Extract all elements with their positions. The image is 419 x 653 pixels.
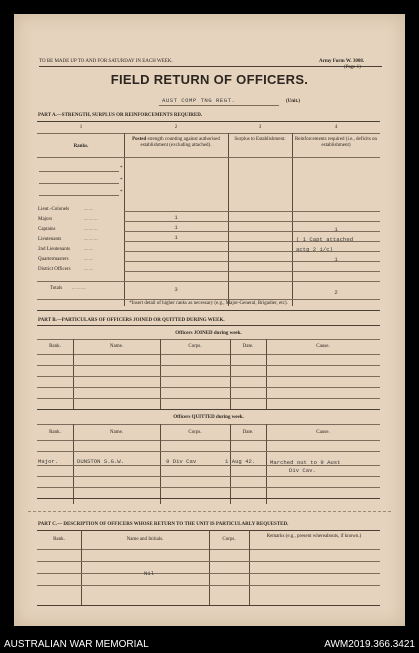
part-a-footnote: *Insert detail of higher ranks as necessary (e.g., Major-General, Brigadier, etc). (129, 301, 288, 306)
form-number: Army Form W. 3008. (319, 59, 365, 64)
posted-lieutenants: 1 (174, 234, 178, 241)
joined-col-name: Name. (109, 344, 124, 349)
quitted-col-rank: Rank. (49, 430, 61, 435)
leader-dots-2: ... ... ... (84, 217, 98, 222)
part-a-header-bottom-rule (37, 157, 380, 158)
quitted-header-rule (37, 440, 380, 441)
quitted-date: 1 Aug 42. (225, 458, 256, 465)
quitted-rank: Major. (38, 458, 59, 465)
part-a-heading: PART A.—STRENGTH, SURPLUS OR REINFORCEMENTS REQUIRED. (38, 113, 203, 118)
part-b-rule (37, 325, 380, 326)
unit-label: (Unit.) (286, 99, 301, 104)
quitted-corps: 9 Div Cav (166, 458, 197, 465)
quitted-cause-line2: Div Cav. (289, 467, 316, 474)
page-title: FIELD RETURN OF OFFICERS. (110, 72, 309, 87)
quitted-cause-line1: Marched out to 9 Aust (270, 459, 341, 466)
part-c-col-name: Name and Initials. (126, 537, 164, 542)
reinf-captains: 1 (334, 226, 338, 233)
section-separator (28, 511, 391, 512)
asterisk-2: * (120, 178, 123, 183)
page-number: (Page 1) (344, 65, 361, 70)
part-b-heading: PART B.—PARTICULARS OF OFFICERS JOINED OR QUITTED DURING WEEK. (38, 318, 225, 323)
part-c-col-remarks: Remarks (e.g., present whereabouts, if known.) (266, 534, 362, 539)
joined-col-cause: Cause. (316, 344, 330, 349)
rank-majors: Majors (38, 217, 53, 222)
grid-rule-7 (124, 271, 380, 272)
leader-dots-3: ... ... ... (84, 227, 98, 232)
joined-title: Officers JOINED during week. (175, 331, 242, 336)
part-c-row-rule-2 (37, 573, 380, 574)
rank-lieutenants: Lieutenants (38, 237, 62, 242)
quitted-col-date: Date. (242, 430, 254, 435)
joined-row-rule-2 (37, 376, 380, 377)
quitted-col-name: Name. (109, 430, 124, 435)
quitted-vrule-1 (73, 424, 74, 504)
part-a-header-top-rule (37, 133, 380, 134)
quitted-row-rule-2 (37, 465, 380, 466)
quitted-end-rule (37, 498, 380, 499)
rank-district-officers: District Officers (38, 267, 71, 272)
header-rule (39, 66, 382, 67)
col-posted-head-bold: Posted (132, 137, 147, 142)
totals-bottom-rule (37, 299, 380, 300)
quitted-name: DUNSTON S.G.W. (77, 458, 124, 465)
quitted-vrule-2 (160, 424, 161, 504)
quitted-row-rule-1 (37, 451, 380, 452)
document-page (14, 14, 405, 626)
part-c-end-rule (37, 605, 380, 606)
quitted-title: Officers QUITTED during week. (173, 415, 244, 420)
grid-rule-8 (37, 281, 380, 282)
col-ranks-head: Ranks. (73, 144, 89, 149)
reinf-2nd-lieutenants: 1 (334, 256, 338, 263)
reinf-total: 2 (334, 289, 338, 296)
joined-row-rule-3 (37, 387, 380, 388)
leader-dots-4: ... ... ... (84, 237, 98, 242)
part-c-vrule-1 (81, 530, 82, 605)
joined-row-rule-4 (37, 398, 380, 399)
leader-dots-6: ... ... (84, 257, 93, 262)
totals-dots: ... ... ... (72, 286, 86, 291)
rank-lieut-colonels: Lieut.-Colonels (38, 207, 70, 212)
leader-dots-7: ... ... (84, 267, 93, 272)
grid-rule-2 (124, 221, 380, 222)
quitted-col-cause: Cause. (316, 430, 330, 435)
col-posted-head (126, 137, 226, 149)
rank-quartermasters: Quartermasters (38, 257, 69, 262)
joined-row-rule-1 (37, 365, 380, 366)
rank-captains: Captains (38, 227, 56, 232)
part-c-vrule-2 (209, 530, 210, 605)
part-a-rule (37, 121, 380, 122)
col-number-3: 3 (258, 125, 262, 130)
archive-footer (0, 637, 419, 653)
posted-majors: 1 (174, 214, 178, 221)
posted-captains: 1 (174, 224, 178, 231)
quitted-row-rule-4 (37, 487, 380, 488)
col-number-2: 2 (174, 125, 178, 130)
asterisk-3: * (120, 190, 123, 195)
part-c-col-rank: Rank. (53, 537, 65, 542)
reinf-note-line2: actg 2 i/c) (296, 246, 333, 253)
part-c-heading: PART C.— DESCRIPTION OF OFFICERS WHOSE RETURN TO THE UNIT IS PARTICULARLY REQUESTED. (38, 522, 289, 527)
joined-col-date: Date. (242, 344, 254, 349)
quitted-vrule-4 (266, 424, 267, 504)
col-number-4: 4 (334, 125, 338, 130)
part-c-vrule-3 (249, 530, 250, 605)
quitted-row-rule-3 (37, 476, 380, 477)
rank-2nd-lieutenants: 2nd Lieutenants (38, 247, 71, 252)
grid-rule-5 (124, 251, 380, 252)
part-a-end-rule (37, 310, 380, 311)
posted-total: 3 (174, 286, 178, 293)
joined-header-rule (37, 354, 380, 355)
part-c-entry: Nil (144, 570, 155, 577)
part-c-col-corps: Corps. (222, 537, 236, 542)
blank-rank-line-2 (39, 183, 119, 184)
footer-accession-number: AWM2019.366.3421 (324, 639, 415, 650)
reinf-note-line1: ( 1 Capt attached (296, 236, 354, 243)
quitted-col-corps: Corps. (188, 430, 202, 435)
col-posted-head-rest: strength counting against authorised establishment (excluding attached). (140, 137, 220, 148)
unit-underline (159, 105, 279, 106)
joined-col-corps: Corps. (188, 344, 202, 349)
leader-dots-1: ... ... (84, 207, 93, 212)
part-c-row-rule-1 (37, 561, 380, 562)
col-number-1: 1 (79, 125, 83, 130)
col-surplus-head: Surplus to Establishment. (234, 137, 286, 142)
blank-rank-line-3 (39, 195, 119, 196)
joined-end-rule (37, 409, 380, 410)
top-note: TO BE MADE UP TO AND FOR SATURDAY IN EACH WEEK. (39, 59, 173, 64)
unit-value: AUST COMP TNG REGT. (162, 97, 236, 104)
grid-rule-1 (124, 211, 380, 212)
totals-label: Totals (50, 286, 63, 291)
blank-rank-line-1 (39, 171, 119, 172)
col-reinf-head: Reinforcements required (i.e., deficits on establishment) (294, 137, 378, 148)
asterisk-1: * (120, 166, 123, 171)
quitted-title-rule (37, 424, 380, 425)
joined-col-rank: Rank. (49, 344, 61, 349)
leader-dots-5: ... ... (84, 247, 93, 252)
part-c-row-rule-3 (37, 585, 380, 586)
joined-title-rule (37, 339, 380, 340)
footer-institution: AUSTRALIAN WAR MEMORIAL (4, 639, 149, 650)
